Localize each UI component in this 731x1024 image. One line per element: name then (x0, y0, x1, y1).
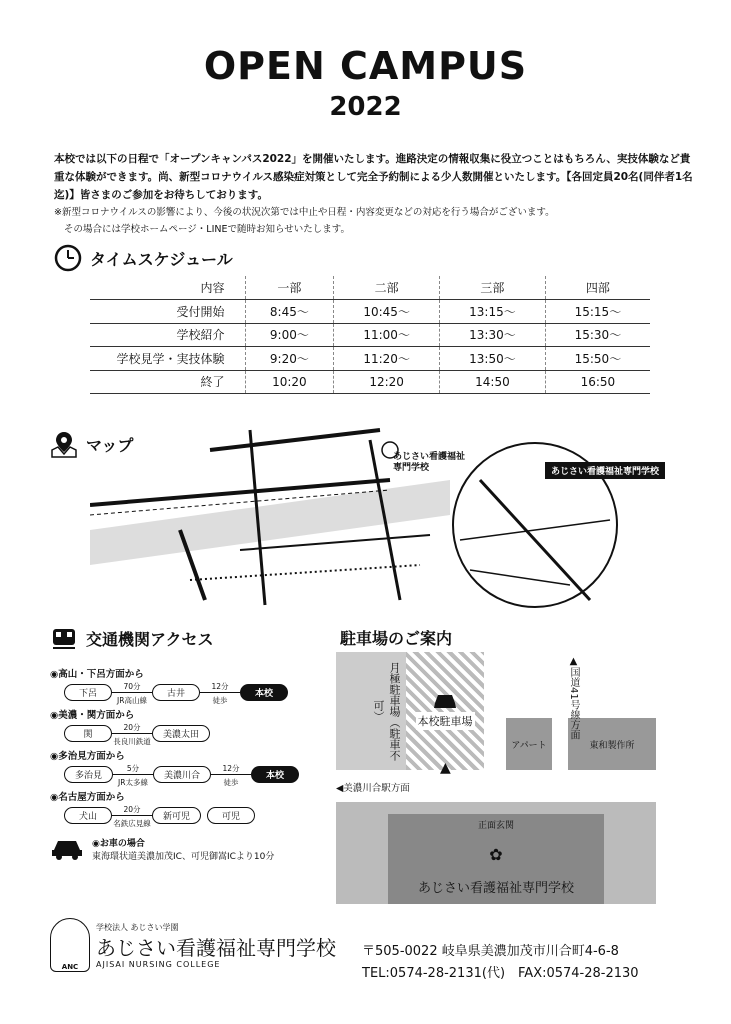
route-line (64, 804, 310, 828)
station-direction: ◀美濃川合駅方面 (336, 783, 410, 794)
map-heading-label: マップ (86, 435, 134, 455)
cell: 9:00～ (245, 323, 334, 347)
station-pill: 犬山 (64, 807, 112, 824)
school-building-label: あじさい看護福祉専門学校 (417, 881, 574, 896)
cell: 12:20 (334, 370, 440, 394)
map-pin-icon (50, 430, 78, 458)
area-map (90, 410, 450, 620)
entrance-arrow-icon: ▲ (440, 760, 451, 776)
cell: 学校見学・実技体験 (90, 347, 245, 371)
station-pill: 美濃川合 (153, 766, 211, 783)
destination-pill: 本校 (240, 684, 288, 701)
hydrangea-icon: ✿ (489, 844, 503, 864)
factory-building: 東和製作所 (568, 718, 656, 770)
cell: 13:50～ (440, 347, 546, 371)
logo-text: ANC (61, 963, 79, 971)
route-segment (113, 763, 153, 787)
segment-mode: 徒歩 (212, 695, 228, 705)
route-title: ◉美濃・関方面から (50, 710, 135, 721)
route-line (64, 681, 310, 705)
cell: 終了 (90, 370, 245, 394)
intro-paragraph: 本校では以下の日程で「オープンキャンパス2022」を開催いたします。進路決定の情報収集に役立つことはもちろん、実技体験など貴重な体験ができます。尚、新型コロナウイルス感染症対策として完全予約制による少人数開催といたします。【各回定員20名(同伴者1名迄)】皆さまのご参加をお待ちしております。 (54, 153, 693, 201)
school-building (388, 814, 604, 904)
table-row (90, 347, 650, 371)
segment-time: 70分 (123, 681, 141, 691)
route-title: ◉名古屋方面から (50, 792, 125, 803)
cell: 15:15～ (545, 300, 650, 324)
station-pill: 新可児 (152, 807, 201, 824)
route41-direction: ▲国道41号線方面 (568, 656, 579, 740)
parking-heading-label: 駐車場のご案内 (340, 629, 453, 648)
intro-note-2: その場合には学校ホームページ・LINEで随時お知らせいたします。 (64, 224, 350, 235)
segment-time: 12分 (222, 763, 240, 773)
cell: 11:20～ (334, 347, 440, 371)
school-parking-label: 本校駐車場 (416, 712, 475, 730)
inset-school-label: あじさい看護福祉専門学校 (545, 462, 665, 479)
cell: 10:45～ (334, 300, 440, 324)
col-header: 一部 (245, 276, 334, 300)
cell: 13:30～ (440, 323, 546, 347)
segment-line: 名鉄広見線 (113, 818, 151, 828)
station-pill: 可児 (207, 807, 255, 824)
school-parking-area (406, 652, 484, 770)
monthly-parking-area: 月極駐車場（駐車不可） (336, 652, 406, 770)
parking-diagram (336, 652, 656, 910)
page-title: OPEN CAMPUS (203, 44, 528, 88)
cell: 9:20～ (245, 347, 334, 371)
route-segment (112, 681, 152, 705)
segment-time: 5分 (126, 763, 140, 773)
segment-time: 20分 (123, 722, 141, 732)
col-header: 二部 (334, 276, 440, 300)
clock-icon (54, 244, 82, 272)
apartment-building: アパート (506, 718, 552, 770)
entrance-label: 正面玄関 (477, 821, 514, 831)
train-icon (50, 624, 78, 652)
route-segment (112, 722, 152, 746)
car-title: ◉お車の場合 (92, 839, 145, 849)
col-header: 四部 (545, 276, 650, 300)
segment-time: 12分 (211, 681, 229, 691)
station-pill: 古井 (152, 684, 200, 701)
col-header: 内容 (90, 276, 245, 300)
school-name: あじさい看護福祉専門学校 (96, 936, 336, 960)
route-line (64, 722, 310, 746)
school-logo (50, 918, 90, 972)
tel-fax: TEL:0574-28-2131(代) FAX:0574-28-2130 (362, 966, 639, 981)
route-line (64, 763, 310, 787)
intro-note-1: ※新型コロナウイルスの影響により、今後の状況次第では中止や日程・内容変更などの対応を行う場合がございます。 (54, 207, 555, 218)
segment-line: JR太多線 (118, 777, 148, 787)
schedule-table (90, 276, 650, 394)
cell: 13:15～ (440, 300, 546, 324)
schedule-heading-label: タイムスケジュール (90, 249, 233, 269)
page-year: 2022 (329, 92, 402, 122)
table-header-row (90, 276, 650, 300)
col-header: 三部 (440, 276, 546, 300)
cell: 8:45～ (245, 300, 334, 324)
cell: 15:30～ (545, 323, 650, 347)
segment-time: 20分 (123, 804, 141, 814)
route-title: ◉多治見方面から (50, 751, 125, 762)
table-row (90, 370, 650, 394)
access-routes (50, 660, 310, 862)
access-heading-label: 交通機関アクセス (86, 629, 214, 649)
car-description: 東海環状道美濃加茂IC、可児御嵩ICより10分 (92, 852, 275, 862)
access-heading (50, 624, 214, 652)
route-segment (112, 804, 152, 828)
car-access (50, 836, 310, 862)
address: 〒505-0022 岐阜県美濃加茂市川合町4-6-8 (362, 944, 619, 959)
station-pill: 下呂 (64, 684, 112, 701)
cell: 受付開始 (90, 300, 245, 324)
segment-mode: 徒歩 (223, 777, 239, 787)
parking-heading (340, 626, 452, 649)
school-english-name: AJISAI NURSING COLLEGE (96, 960, 221, 969)
map-school-label: あじさい看護福祉 専門学校 (393, 452, 466, 473)
table-row (90, 323, 650, 347)
cell: 15:50～ (545, 347, 650, 371)
station-pill: 関 (64, 725, 112, 742)
intro-text (54, 150, 694, 238)
route-title: ◉高山・下呂方面から (50, 669, 144, 680)
cell: 10:20 (245, 370, 334, 394)
station-pill: 美濃太田 (152, 725, 210, 742)
station-pill: 多治見 (64, 766, 113, 783)
cell: 11:00～ (334, 323, 440, 347)
corporation-name: 学校法人 あじさい学園 (96, 923, 179, 932)
destination-pill: 本校 (251, 766, 299, 783)
segment-line: JR高山線 (117, 695, 147, 705)
cell: 16:50 (545, 370, 650, 394)
segment-line: 長良川鉄道 (113, 736, 151, 746)
cell: 学校紹介 (90, 323, 245, 347)
cell: 14:50 (440, 370, 546, 394)
route-segment (200, 681, 240, 705)
table-row (90, 300, 650, 324)
car-icon (50, 836, 84, 860)
route-segment (211, 763, 251, 787)
schedule-heading (54, 244, 233, 272)
car-icon (432, 692, 458, 712)
footer (50, 918, 690, 988)
